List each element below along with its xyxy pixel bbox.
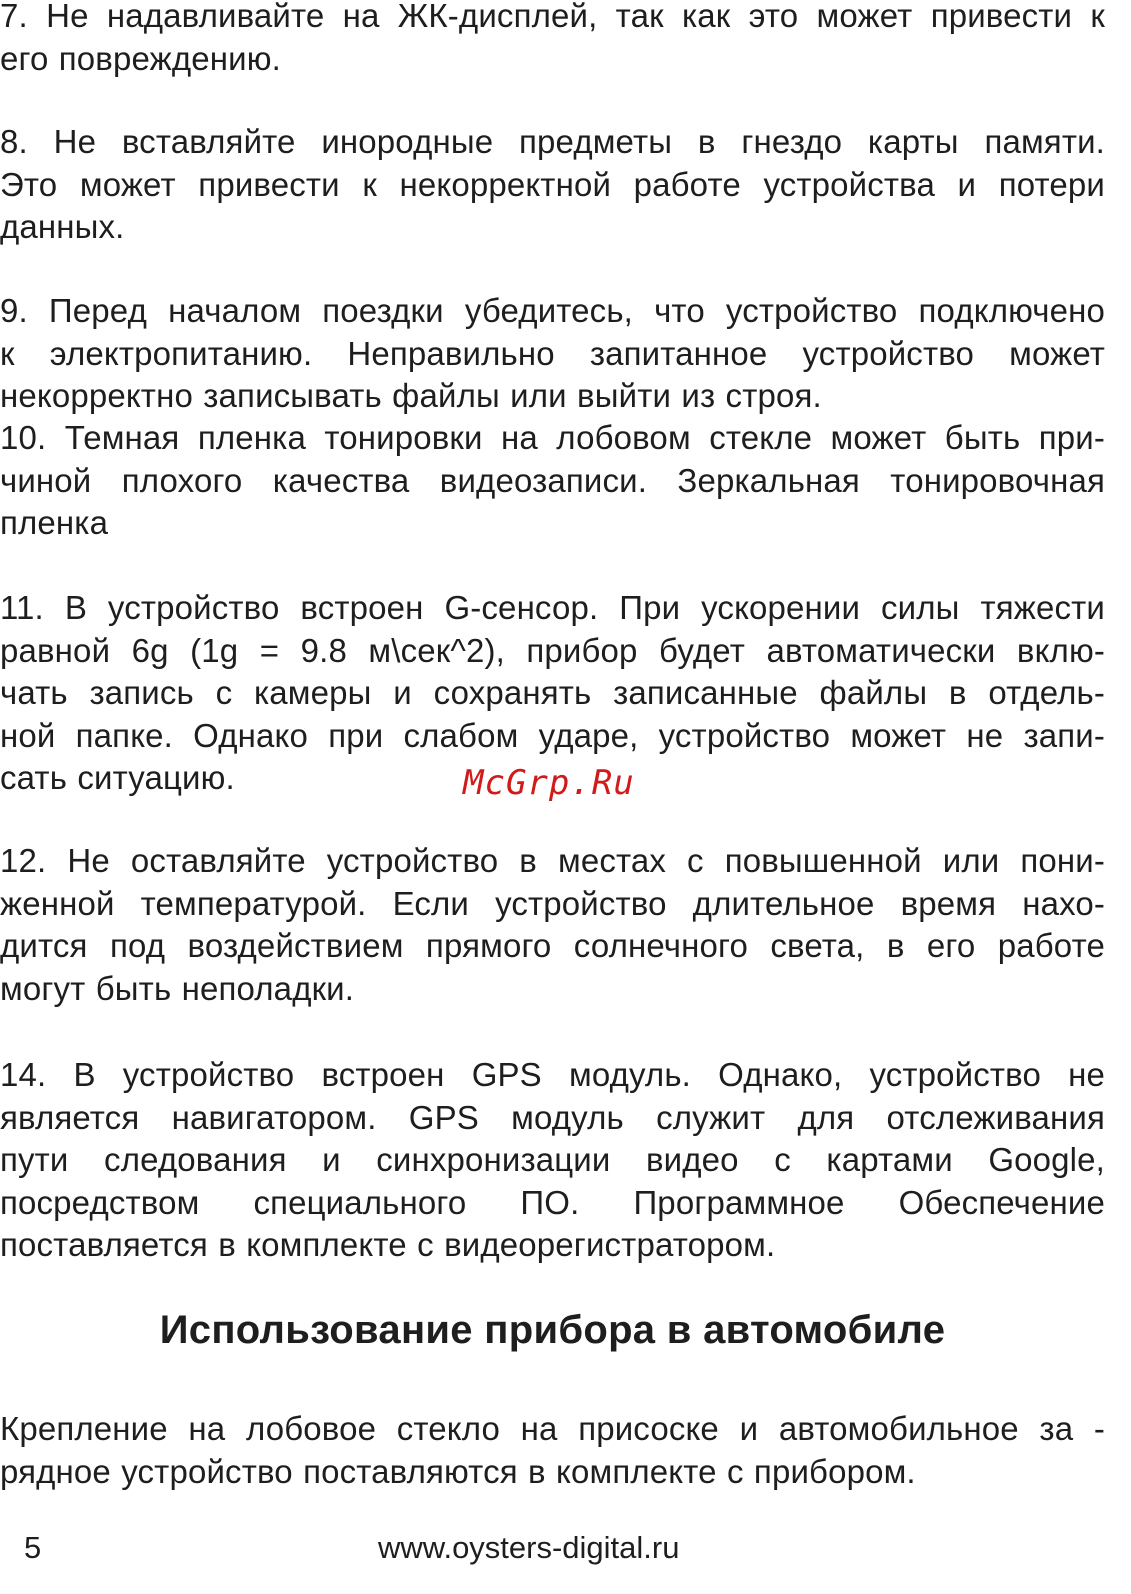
- paragraph-line: 11. В устройство встроен G-сенсор. При ускорении силы тяжести: [0, 589, 1105, 626]
- paragraph-line: женной температурой. Если устройство длительное время нахо-: [0, 884, 1105, 922]
- paragraph-line: пути следования и синхронизации видео с картами Google,: [0, 1141, 1105, 1178]
- paragraph-line: чать запись с камеры и сохранять записанные файлы в отдель-: [0, 674, 1105, 711]
- paragraph-line: 12. Не оставляйте устройство в местах с повышенной или пони-: [0, 842, 1105, 879]
- paragraph-line: 8. Не вставляйте инородные предметы в гнездо карты памяти.: [0, 123, 1105, 160]
- paragraph-line: его повреждению.: [0, 39, 281, 77]
- page-number: 5: [24, 1530, 42, 1565]
- paragraph-line: дится под воздействием прямого солнечного света, в его работе: [0, 927, 1105, 964]
- paragraph-line: ной папке. Однако при слабом ударе, устройство может не запи-: [0, 716, 1105, 754]
- paragraph-item-7: [0, 0, 1105, 80]
- paragraph-line: Крепление на лобовое стекло на присоске и автомобильное за -: [0, 1410, 1105, 1447]
- paragraph-line: 9. Перед началом поездки убедитесь, что устройство подключено: [0, 292, 1105, 329]
- paragraph-line: посредством специального ПО. Программное Обеспечение: [0, 1183, 1105, 1221]
- paragraph-item-10: [0, 417, 1105, 545]
- section-paragraph: [0, 1408, 1105, 1493]
- paragraph-line: является навигатором. GPS модуль служит для отслеживания: [0, 1098, 1105, 1136]
- section-heading: Использование прибора в автомобиле: [159, 1308, 946, 1352]
- paragraph-line: к электропитанию. Неправильно запитанное устройство может: [0, 334, 1105, 372]
- paragraph-item-9: [0, 290, 1105, 418]
- paragraph-line: 10. Темная пленка тонировки на лобовом стекле может быть при-: [0, 419, 1105, 456]
- paragraph-line: чиной плохого качества видеозаписи. Зеркальная тонировочная: [0, 461, 1105, 499]
- paragraph-line: 14. В устройство встроен GPS модуль. Однако, устройство не: [0, 1056, 1105, 1093]
- paragraph-line: 7. Не надавливайте на ЖК-дисплей, так как это может привести к: [0, 0, 1105, 34]
- paragraph-line: могут быть неполадки.: [0, 969, 355, 1007]
- footer-url: www.oysters-digital.ru: [378, 1530, 680, 1565]
- paragraph-line: пленка: [0, 504, 109, 541]
- watermark-logo: McGrp.Ru: [463, 763, 635, 803]
- paragraph-item-8: [0, 121, 1105, 249]
- paragraph-line: данных.: [0, 208, 125, 245]
- paragraph-line: сать ситуацию.: [0, 759, 235, 796]
- paragraph-item-14: [0, 1054, 1105, 1267]
- paragraph-line: рядное устройство поставляются в комплекте с прибором.: [0, 1452, 916, 1490]
- paragraph-item-12: [0, 840, 1105, 1010]
- paragraph-line: равной 6g (1g = 9.8 м\сек^2), прибор будет автоматически вклю-: [0, 631, 1105, 669]
- paragraph-line: Это может привести к некорректной работе устройства и потери: [0, 165, 1105, 203]
- paragraph-line: поставляется в комплекте с видеорегистратором.: [0, 1226, 776, 1263]
- paragraph-line: некорректно записывать файлы или выйти из строя.: [0, 377, 822, 414]
